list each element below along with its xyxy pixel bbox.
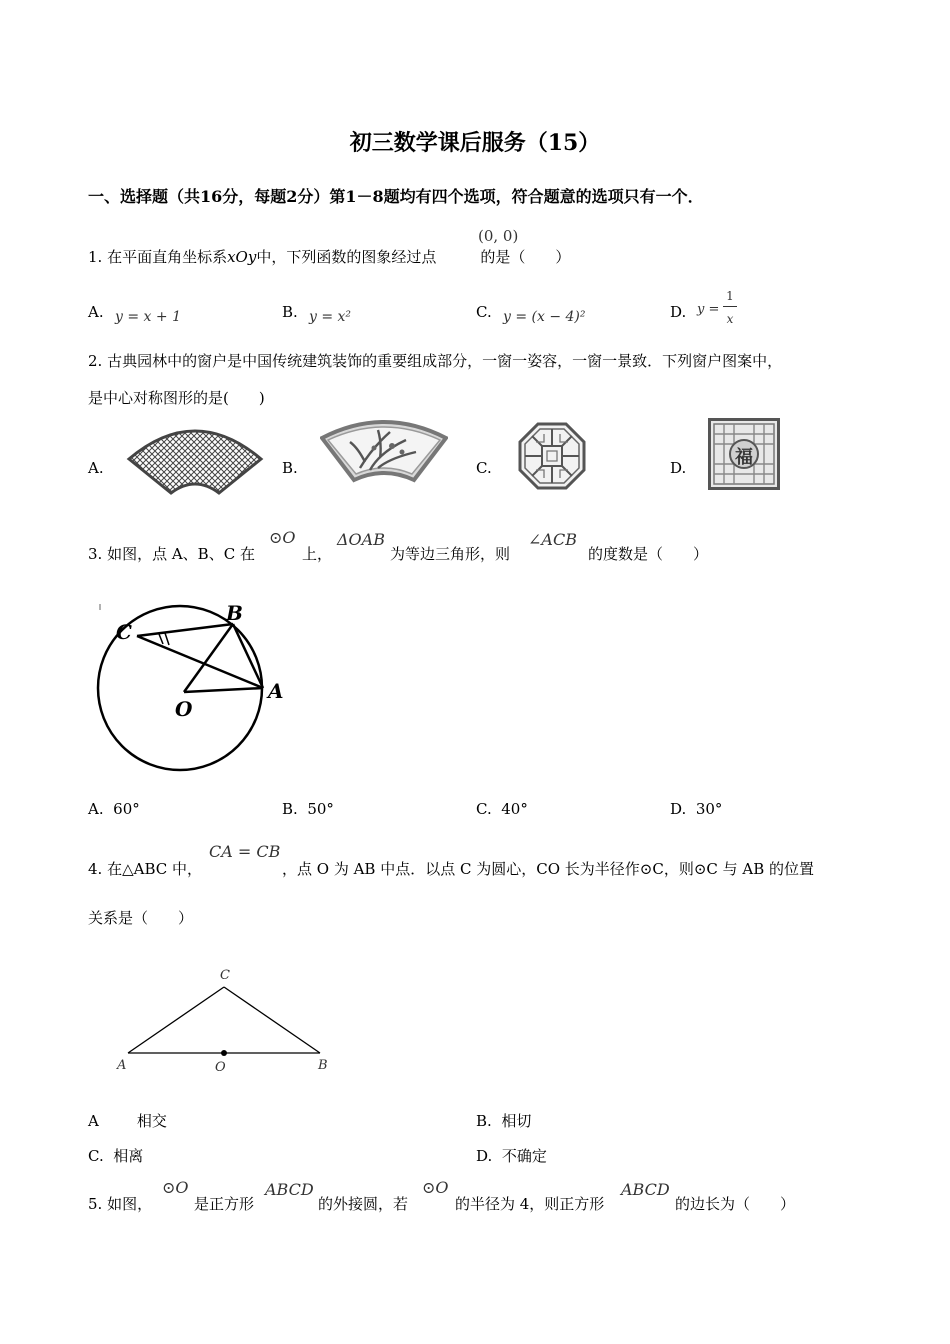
q4-fig-label-b: B xyxy=(318,1058,328,1073)
q3-circle-symbol: ⊙O xyxy=(269,528,296,547)
q3-option-c-label: C. xyxy=(476,800,492,818)
q2-option-b-label: B. xyxy=(282,459,298,477)
q5-text-1: 5. 如图， xyxy=(88,1195,153,1213)
q1-option-d-fraction-bar xyxy=(723,306,737,307)
q1-option-d-den: x xyxy=(726,312,734,326)
q4-option-c-value: 相离 xyxy=(113,1147,144,1165)
window-a-lattice-fan-image xyxy=(125,415,265,497)
q2-line-1: 2. 古典园林中的窗户是中国传统建筑装饰的重要组成部分，一窗一姿容，一窗一景致．下列窗户图案中， xyxy=(88,352,783,370)
q1-text-after: 的是（ ） xyxy=(480,248,571,266)
section-heading: 一、选择题（共16分，每题2分）第1－8题均有四个选项，符合题意的选项只有一个． xyxy=(88,187,704,206)
q2-line-2: 是中心对称图形的是( ) xyxy=(88,389,265,407)
window-d-fu-character: 福 xyxy=(735,447,753,468)
q1-option-b-expr: y = x² xyxy=(309,309,352,325)
q5-text-4: 的半径为 4，则正方形 xyxy=(455,1195,605,1213)
q3-fig-label-a: A xyxy=(268,679,284,703)
q4-option-b-label: B. xyxy=(476,1112,492,1130)
q3-option-a-value: 60° xyxy=(113,800,140,818)
q3-option-a-label: A. xyxy=(88,800,104,818)
q4-option-c-label: C. xyxy=(88,1147,104,1165)
window-b-carved-fan-image xyxy=(320,418,448,486)
q4-option-d-label: D. xyxy=(476,1147,493,1165)
q3-option-d-label: D. xyxy=(670,800,687,818)
q5-circle-1: ⊙O xyxy=(162,1178,189,1197)
q5-text-5: 的边长为（ ） xyxy=(675,1195,796,1213)
q4-option-d-value: 不确定 xyxy=(501,1147,547,1165)
q4-line-2: 关系是（ ） xyxy=(88,909,194,927)
q4-equation: CA = CB xyxy=(209,842,281,861)
q1-option-b-label: B. xyxy=(282,303,298,321)
q4-fig-label-c: C xyxy=(220,968,230,983)
q3-option-c-value: 40° xyxy=(501,800,528,818)
q3-angle: ∠ACB xyxy=(528,530,577,549)
q3-triangle: ΔOAB xyxy=(337,530,385,549)
q1-var: xOy xyxy=(227,248,257,266)
q1-option-c-label: C. xyxy=(476,303,492,321)
q5-square-1: ABCD xyxy=(265,1180,314,1199)
q1-text-before: 1. 在平面直角坐标系 xyxy=(88,248,228,266)
q2-option-d-label: D. xyxy=(670,459,687,477)
q3-fig-label-b: B xyxy=(226,601,243,625)
q4-option-a-value: 相交 xyxy=(136,1112,167,1130)
q5-text-2: 是正方形 xyxy=(194,1195,255,1213)
q3-fig-label-o: O xyxy=(175,697,193,721)
q1-option-d-num: 1 xyxy=(726,289,734,303)
q1-option-c-expr: y = (x − 4)² xyxy=(503,309,586,325)
q4-fig-label-a: A xyxy=(117,1058,127,1073)
q4-option-b-value: 相切 xyxy=(501,1112,532,1130)
q3-text-1: 3. 如图，点 A、B、C 在 xyxy=(88,545,255,563)
q3-text-4: 的度数是（ ） xyxy=(588,545,709,563)
window-c-octagon-lattice-image xyxy=(518,422,586,490)
q4-option-a-label: A xyxy=(88,1112,99,1130)
q4-text-2: ，点 O 为 AB 中点．以点 C 为圆心，CO 长为半径作⊙C，则⊙C 与 AB 的位置 xyxy=(282,860,815,878)
q4-text-1: 4. 在△ABC 中， xyxy=(88,860,202,878)
q5-text-3: 的外接圆，若 xyxy=(318,1195,409,1213)
q2-option-c-label: C. xyxy=(476,459,492,477)
q4-fig-label-o: O xyxy=(215,1060,226,1075)
q3-text-2: 上， xyxy=(302,545,333,563)
q2-option-a-label: A. xyxy=(88,459,104,477)
q5-square-2: ABCD xyxy=(621,1180,670,1199)
q1-point: (0, 0) xyxy=(478,227,519,245)
q1-option-a-expr: y = x + 1 xyxy=(115,309,181,325)
page-title: 初三数学课后服务（15） xyxy=(349,130,601,156)
q3-text-3: 为等边三角形，则 xyxy=(390,545,511,563)
q1-option-d-lhs: y = xyxy=(697,302,720,317)
q3-option-b-label: B. xyxy=(282,800,298,818)
q5-circle-2: ⊙O xyxy=(422,1178,449,1197)
q3-option-b-value: 50° xyxy=(307,800,334,818)
q3-fig-label-c: C xyxy=(116,620,132,644)
q1-option-a-label: A. xyxy=(88,303,104,321)
q1-text-mid: 中，下列函数的图象经过点 xyxy=(256,248,437,266)
q3-option-d-value: 30° xyxy=(695,800,723,818)
q1-option-d-label: D. xyxy=(670,303,687,321)
